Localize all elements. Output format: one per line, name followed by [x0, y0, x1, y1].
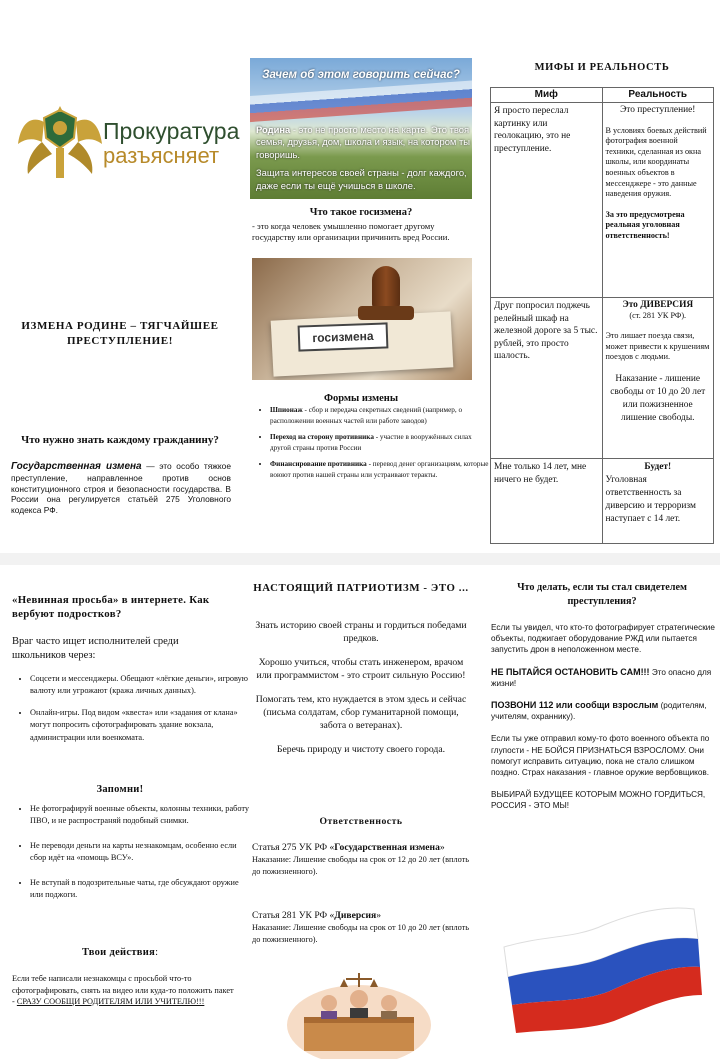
- prosecutor-emblem-icon: [14, 104, 106, 186]
- reality-head: Это ДИВЕРСИЯ: [622, 300, 694, 310]
- logo-subtitle: разъясняет: [103, 143, 220, 168]
- patriotism-paragraphs: [250, 619, 472, 767]
- page-separator: [0, 553, 720, 565]
- table-header-row: [491, 88, 714, 103]
- warning-text: Это опасно для жизни!: [491, 667, 712, 688]
- myth-cell: Я просто переслал картинку или геолокацию, это не преступление.: [491, 103, 603, 298]
- myth-cell: Друг попросил поджечь релейный шкаф на железной дороге за 5 тыс. рублей, это просто шалость.: [491, 298, 603, 459]
- motherland-banner: [250, 58, 472, 199]
- article-name: Государственная измена: [334, 842, 440, 853]
- witness-heading: Что делать, если ты стал свидетелем преступления?: [517, 582, 687, 607]
- list-item: • Не вступай в подозрительные чаты, где обсуждают оружие или поджоги.: [30, 877, 252, 902]
- myths-title: МИФЫ И РЕАЛЬНОСТЬ: [534, 62, 670, 73]
- form-desc: - сбор и передача секретных сведений (например, о расположении военных частей или работе заводов): [270, 406, 463, 425]
- stamp-image: [252, 258, 472, 380]
- actions-call: СРАЗУ СООБЩИ РОДИТЕЛЯМ ИЛИ УЧИТЕЛЮ!!!: [16, 997, 205, 1007]
- stamp-label: госизмена: [298, 322, 389, 351]
- banner-text-1: - это не просто место на карте. Это твоя семья, друзья, дом, школа и язык, на котором ты говоришь.: [256, 124, 471, 160]
- forms-list: [252, 405, 490, 486]
- myths-table: [490, 87, 714, 544]
- article-275: [252, 841, 472, 878]
- actions-colon: :: [155, 947, 159, 958]
- article-prefix: Статья 275 УК РФ «: [252, 842, 335, 853]
- reality-cell: [602, 459, 714, 544]
- logo-title: Прокуратура: [103, 118, 240, 144]
- channels-list: [12, 673, 252, 753]
- form-name: Шпионаж: [270, 406, 303, 414]
- list-item: • Соцсети и мессенджеры. Обещают «лёгкие деньги», игровую валюту или угрожают (кража личных данных).: [30, 673, 252, 698]
- actions-body: Если тебе написали незнакомцы с просьбой что-то сфотографировать, снять на видео или куда-то положить пакет -: [12, 974, 234, 1007]
- article-281: [252, 909, 472, 946]
- patriotism-heading: НАСТОЯЩИЙ ПАТРИОТИЗМ - ЭТО ...: [253, 582, 469, 594]
- reality-article: (ст. 281 УК РФ).: [629, 310, 687, 320]
- article-name: Диверсия: [334, 910, 377, 921]
- col-reality: Реальность: [602, 88, 714, 103]
- paragraph: [491, 667, 717, 689]
- main-headline: ИЗМЕНА РОДИНЕ – ТЯГЧАЙШЕЕ ПРЕСТУПЛЕНИЕ!: [21, 320, 219, 347]
- what-title: Что такое госизмена?: [309, 207, 413, 218]
- form-desc: - перевод денег организациям, которые воюют против нашей страны или устраивают теракты.: [270, 460, 489, 479]
- stamp-base-shape: [358, 306, 414, 320]
- recruitment-heading: «Невинная просьба» в интернете. Как вербуют подростков?: [12, 594, 210, 620]
- table-row: [491, 298, 714, 459]
- citizen-question: Что нужно знать каждому гражданину?: [21, 434, 219, 446]
- list-item: [270, 459, 490, 481]
- paragraph: Если ты уже отправил кому-то фото военного объекта по глупости - НЕ БОЙСЯ ПРИЗНАТЬСЯ ВЗРОСЛОМУ. Они помогут исправить ситуацию, пока не стало слишком поздно. Страх наказания - главное оружие вербовщиков.: [491, 734, 710, 778]
- rules-list: [12, 803, 252, 913]
- panel-what-is-treason: [246, 0, 489, 553]
- reality-warning: За это предусмотрена реальная уголовная ответственность!: [605, 209, 685, 240]
- actions-title-text: Твои действия: [81, 947, 156, 958]
- myth-cell: Мне только 14 лет, мне ничего не будет.: [491, 459, 603, 544]
- reality-head: Будет!: [644, 462, 672, 472]
- banner-text-2: Защита интересов своей страны - долг каждого, даже если ты ещё учишься в школе.: [256, 167, 467, 191]
- paragraph: [491, 700, 717, 722]
- panel-witness: [484, 565, 720, 1059]
- form-desc: - участие в вооружённых силах другой страны против России: [270, 433, 472, 452]
- table-row: [491, 103, 714, 298]
- paragraph: Знать историю своей страны и гордиться победами предков.: [255, 620, 467, 644]
- flag-ribbon-image: [250, 79, 472, 124]
- article-penalty: Наказание: Лишение свободы на срок от 10 до 20 лет (вплоть до пожизненного).: [252, 923, 470, 944]
- treason-definition: [11, 461, 231, 516]
- panel-recruitment: [0, 565, 250, 1059]
- paragraph: Если ты увидел, что кто-то фотографирует стратегические объекты, поджигает оборудование РЖД или пытается запустить дрон в неположенном месте.: [491, 623, 715, 655]
- list-item: • Не переводи деньги на карты незнакомцам, особенно если сбор идёт на «помощь ВСУ».: [30, 840, 252, 865]
- warning-bold: НЕ ПЫТАЙСЯ ОСТАНОВИТЬ САМ!!!: [491, 666, 650, 677]
- form-name: Финансирование противника: [270, 460, 367, 468]
- paragraph: Помогать тем, кто нуждается в этом здесь и сейчас (письма солдатам, сбор гуманитарной помощи, забота о ветеранах).: [255, 694, 467, 731]
- courtroom-illustration: [274, 965, 444, 1059]
- banner-title: Зачем об этом говорить сейчас?: [262, 69, 460, 81]
- article-suffix: »: [376, 910, 381, 921]
- article-prefix: Статья 281 УК РФ «: [252, 910, 335, 921]
- forms-title: Формы измены: [323, 393, 399, 404]
- reality-penalty: Наказание - лишение свободы от 10 до 20 лет или пожизненное лишение свободы.: [610, 373, 706, 423]
- paragraph: ВЫБИРАЙ БУДУЩЕЕ КОТОРЫМ МОЖНО ГОРДИТЬСЯ, РОССИЯ - ЭТО МЫ!: [491, 790, 706, 811]
- panel-myths: [484, 0, 720, 553]
- definition-text: — это особо тяжкое преступление, направленное против основ конституционного строя и безопасности государства. В России она регулируется статьёй 275 Уголовного кодекса РФ.: [11, 461, 231, 516]
- list-item: • Не фотографируй военные объекты, колонны техники, работу ПВО, и не распространяй подобный снимки.: [30, 803, 252, 828]
- list-item: • Онлайн-игры. Под видом «квеста» или «задания от клана» могут попросить сфотографировать здание вокзала, администрации или военкомата.: [30, 707, 252, 744]
- reality-text: Уголовная ответственность за диверсию и терроризм наступает с 14 лет.: [605, 475, 696, 524]
- reality-text: В условиях боевых действий фотография военной техники, сделанная из окна школы, или координаты военных объектов в мессенджере - это данные наведения оружия.: [605, 125, 707, 199]
- article-penalty: Наказание: Лишение свободы на срок от 12 до 20 лет (вплоть до пожизненного).: [252, 855, 470, 876]
- reality-text: Это лишает поезда связи, может привести к крушениям поездов с людьми.: [605, 331, 710, 362]
- paragraph: Хорошо учиться, чтобы стать инженером, врачом или программистом - это строит сильную Россию!: [256, 657, 466, 681]
- witness-body: [491, 622, 717, 823]
- call-bold: ПОЗВОНИ 112 или сообщи взрослым: [491, 700, 659, 711]
- banner-text: [256, 124, 470, 192]
- article-suffix: »: [439, 842, 445, 853]
- col-myth: Миф: [491, 88, 603, 103]
- responsibility-title: Ответственность: [319, 816, 403, 827]
- actions-text: [12, 973, 234, 1008]
- russian-flag-icon: [494, 895, 706, 1035]
- table-row: [491, 459, 714, 544]
- paragraph: Беречь природу и чистоту своего города.: [276, 744, 446, 755]
- panel-patriotism: [246, 565, 476, 1059]
- definition-term: Государственная измена: [11, 461, 142, 472]
- banner-bold: Родина: [256, 124, 291, 135]
- panel-intro: [0, 0, 240, 553]
- recruitment-intro: Враг часто ищет исполнителей среди школьников через:: [12, 636, 179, 661]
- form-name: Переход на сторону противника: [270, 433, 374, 441]
- what-text: - это когда человек умышленно помогает другому государству или организации причинить вред России.: [252, 221, 450, 242]
- reality-cell: [602, 298, 714, 459]
- list-item: [270, 432, 490, 454]
- call-text: (родителям, учителям, охраннику).: [491, 701, 707, 722]
- stamp-handle-shape: [372, 266, 400, 310]
- list-item: [270, 405, 490, 427]
- reality-head: Это преступление!: [620, 105, 696, 115]
- actions-title: [0, 947, 240, 958]
- reality-cell: [602, 103, 714, 298]
- remember-title: Запомни!: [96, 784, 144, 795]
